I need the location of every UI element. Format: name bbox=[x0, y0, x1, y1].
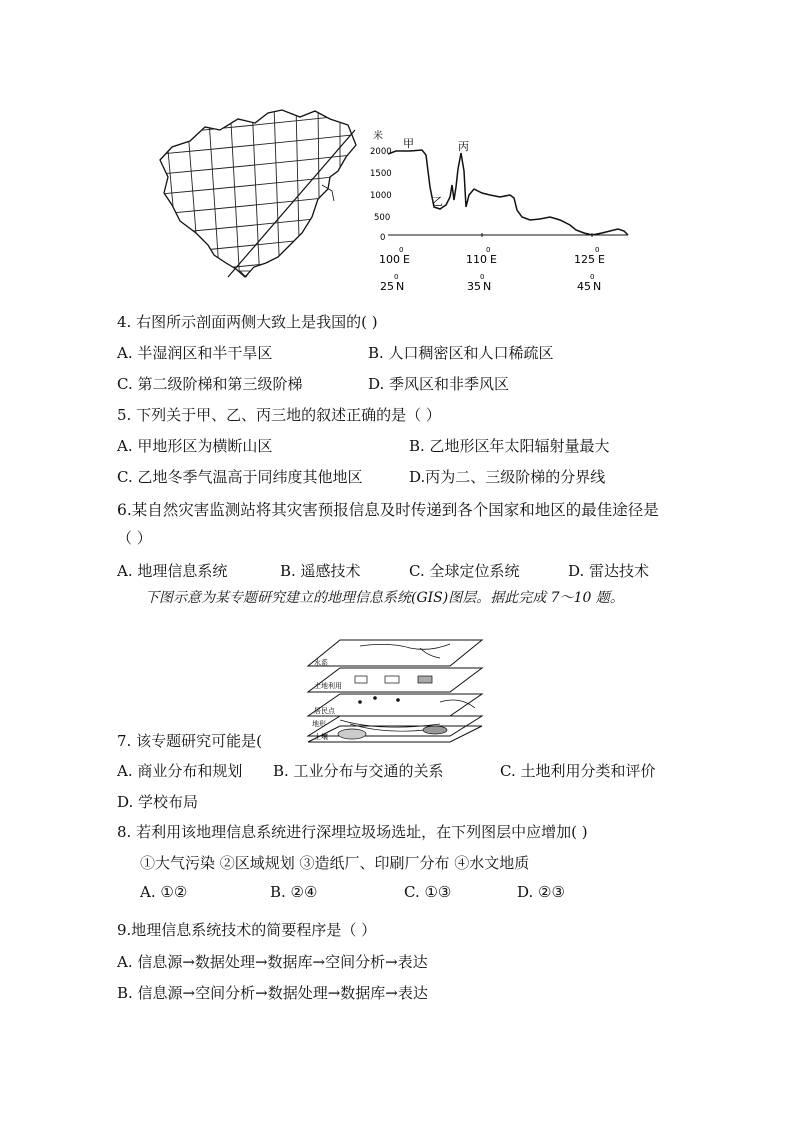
layer-label-settlement: 居民点 bbox=[314, 707, 335, 715]
q9-option-a: A. 信息源→数据处理→数据库→空间分析→表达 bbox=[117, 953, 428, 971]
x-tick-lat-25: 25 N bbox=[380, 280, 405, 293]
x-tick-lat-35-sup: 0 bbox=[480, 273, 485, 281]
layer-label-water: 水系 bbox=[314, 659, 328, 667]
y-tick-1000: 1000 bbox=[370, 191, 392, 201]
gis-intro: 下图示意为某专题研究建立的地理信息系统(GIS)图层。据此完成 7～10 题。 bbox=[145, 590, 624, 606]
q7-option-b: B. 工业分布与交通的关系 bbox=[273, 762, 444, 780]
x-tick-lat-25-sup: 0 bbox=[394, 273, 399, 281]
x-tick-lon-100: 100 E bbox=[379, 253, 410, 266]
layer-label-terrain: 地形 bbox=[312, 720, 326, 728]
label-jia: 甲 bbox=[403, 137, 414, 150]
q8-option-b: B. ②④ bbox=[270, 883, 318, 901]
label-yi: 乙 bbox=[432, 195, 443, 208]
terrain-profile-chart bbox=[370, 125, 630, 300]
china-grid-map bbox=[150, 105, 370, 285]
q8-option-d: D. ②③ bbox=[517, 883, 565, 901]
gis-layers-figure bbox=[300, 638, 485, 743]
y-tick-0: 0 bbox=[380, 233, 386, 243]
q8-option-a: A. ①② bbox=[140, 883, 188, 901]
x-tick-lat-45: 45 N bbox=[577, 280, 602, 293]
x-tick-lon-110: 110 E bbox=[466, 253, 497, 266]
y-unit-label: 米 bbox=[373, 131, 383, 142]
y-tick-500: 500 bbox=[374, 213, 391, 223]
q6-option-d: D. 雷达技术 bbox=[568, 562, 650, 580]
q8-option-c: C. ①③ bbox=[404, 883, 452, 901]
q9-option-b: B. 信息源→空间分析→数据处理→数据库→表达 bbox=[117, 984, 428, 1002]
q5-option-b: B. 乙地形区年太阳辐射量最大 bbox=[409, 437, 610, 455]
layer-label-soil: 土壤 bbox=[314, 733, 328, 741]
q6-option-b: B. 遥感技术 bbox=[280, 562, 361, 580]
x-tick-lon-125: 125 E bbox=[574, 253, 605, 266]
x-tick-lon-110-sup: 0 bbox=[486, 246, 491, 254]
q7-option-c: C. 土地利用分类和评价 bbox=[500, 762, 656, 780]
x-tick-lat-35: 35 N bbox=[467, 280, 492, 293]
q4-option-c: C. 第二级阶梯和第三级阶梯 bbox=[117, 375, 303, 393]
label-bing: 丙 bbox=[458, 140, 469, 153]
q5-option-a: A. 甲地形区为横断山区 bbox=[117, 437, 273, 455]
x-tick-lon-100-sup: 0 bbox=[399, 246, 404, 254]
x-tick-lon-125-sup: 0 bbox=[595, 246, 600, 254]
q6-option-c: C. 全球定位系统 bbox=[409, 562, 520, 580]
q8-stem: 8. 若利用该地理信息系统进行深埋垃圾场选址，在下列图层中应增加( ) bbox=[117, 823, 588, 841]
q6-stem-line2: （ ） bbox=[117, 529, 152, 547]
q5-option-d: D.丙为二、三级阶梯的分界线 bbox=[409, 468, 606, 486]
q5-option-c: C. 乙地冬季气温高于同纬度其他地区 bbox=[117, 468, 363, 486]
q9-stem: 9.地理信息系统技术的简要程序是（ ） bbox=[117, 921, 377, 939]
layer-label-landuse: 土地利用 bbox=[314, 682, 342, 690]
q8-items: ①大气污染 ②区域规划 ③造纸厂、印刷厂分布 ④水文地质 bbox=[140, 854, 530, 872]
profile-curve bbox=[388, 150, 628, 235]
q6-option-a: A. 地理信息系统 bbox=[117, 562, 228, 580]
q7-option-d: D. 学校布局 bbox=[117, 793, 199, 811]
q4-option-d: D. 季风区和非季风区 bbox=[368, 375, 510, 393]
y-tick-1500: 1500 bbox=[370, 169, 392, 179]
q7-stem: 7. 该专题研究可能是( bbox=[117, 732, 262, 750]
q6-stem-line1: 6.某自然灾害监测站将其灾害预报信息及时传递到各个国家和地区的最佳途径是 bbox=[117, 501, 659, 519]
x-tick-lat-45-sup: 0 bbox=[590, 273, 595, 281]
q4-option-b: B. 人口稠密区和人口稀疏区 bbox=[368, 344, 554, 362]
q7-option-a: A. 商业分布和规划 bbox=[117, 762, 243, 780]
q5-stem: 5. 下列关于甲、乙、丙三地的叙述正确的是（ ） bbox=[117, 406, 441, 424]
q4-option-a: A. 半湿润区和半干旱区 bbox=[117, 344, 273, 362]
y-tick-2000: 2000 bbox=[370, 147, 392, 157]
q4-stem: 4. 右图所示剖面两侧大致上是我国的( ) bbox=[117, 313, 378, 331]
